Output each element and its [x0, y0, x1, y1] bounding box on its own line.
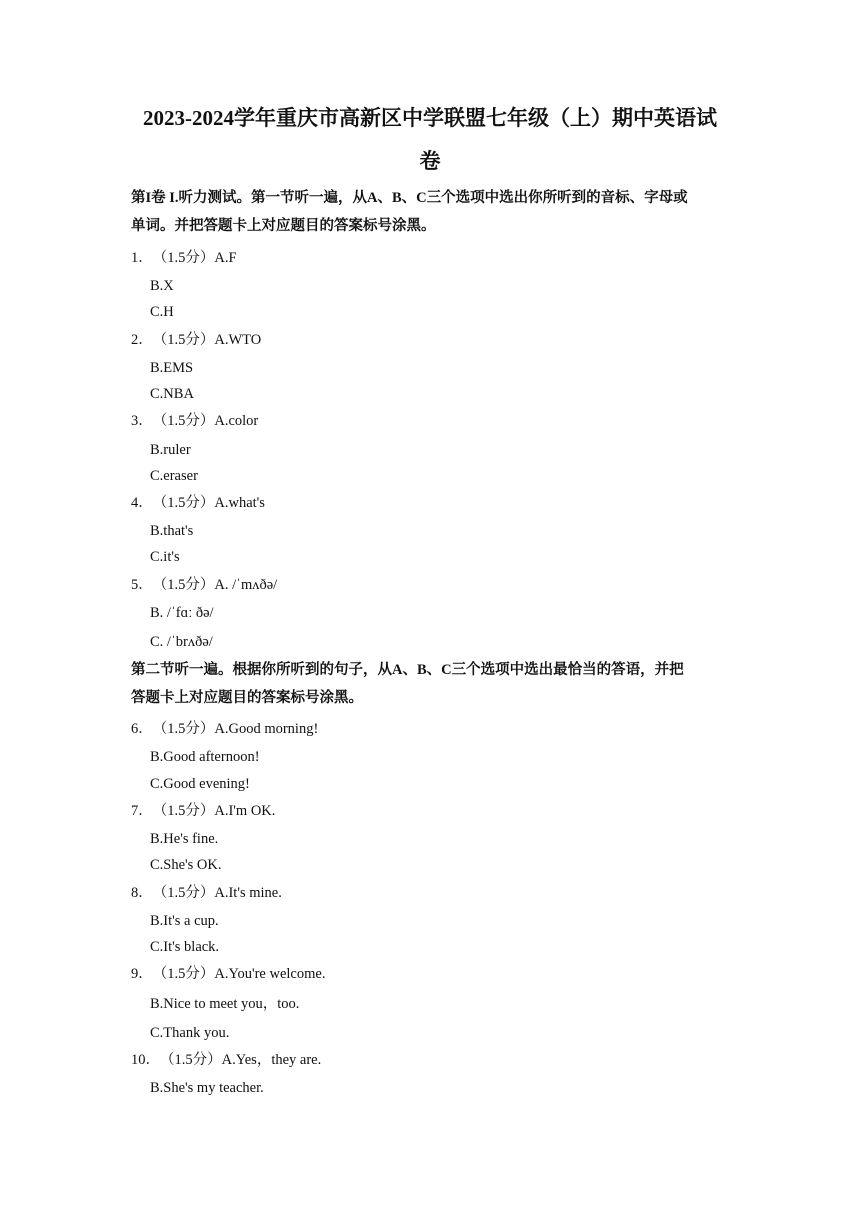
question-number: 9． — [131, 966, 153, 982]
option-c: C.Thank you. — [150, 1025, 230, 1041]
option-b: B.that's — [150, 523, 194, 539]
question-1 — [131, 248, 237, 268]
option-b: B.ruler — [150, 442, 191, 458]
question-9 — [131, 964, 325, 984]
question-number: 6． — [131, 721, 153, 737]
option-b: B. /ˈfɑː ðə/ — [150, 605, 214, 621]
question-number: 10． — [131, 1052, 160, 1068]
option-a: A.F — [214, 250, 237, 266]
section-1-instruction-continued: 单词。并把答题卡上对应题目的答案标号涂黑。 — [131, 218, 436, 234]
page-title: 2023-2024学年重庆市高新区中学联盟七年级（上）期中英语试 — [143, 106, 717, 130]
question-4 — [131, 493, 265, 513]
option-c: C.H — [150, 304, 174, 320]
question-6 — [131, 719, 318, 739]
question-score: （1.5分） — [152, 803, 215, 819]
option-b: B.She's my teacher. — [150, 1080, 264, 1096]
question-number: 2． — [131, 332, 153, 348]
option-c: C.Good evening! — [150, 776, 250, 792]
section-2-instruction: 第二节听一遍。根据你所听到的句子，从A、B、C三个选项中选出最恰当的答语，并把 — [131, 662, 684, 678]
question-number: 5． — [131, 577, 153, 593]
question-score: （1.5分） — [152, 250, 215, 266]
question-number: 8． — [131, 885, 153, 901]
section-1-instruction: 第I卷 I.听力测试。第一节听一遍，从A、B、C三个选项中选出你所听到的音标、字母或 — [131, 190, 688, 206]
question-2 — [131, 330, 261, 350]
question-score: （1.5分） — [152, 966, 215, 982]
option-a: A.Good morning! — [214, 721, 319, 737]
option-a: A.I'm OK. — [214, 803, 276, 819]
question-8 — [131, 883, 282, 903]
page-title-continued: 卷 — [419, 149, 441, 173]
question-score: （1.5分） — [160, 1052, 222, 1068]
question-5 — [131, 575, 277, 595]
question-number: 7． — [131, 803, 153, 819]
option-a: A.color — [214, 413, 259, 429]
option-a: A. /ˈmʌðə/ — [214, 577, 278, 593]
question-score: （1.5分） — [152, 413, 215, 429]
question-score: （1.5分） — [152, 495, 215, 511]
option-c: C.it's — [150, 549, 180, 565]
option-a: A.You're welcome. — [214, 966, 326, 982]
option-b: B.Good afternoon! — [150, 749, 260, 765]
option-b: B.EMS — [150, 360, 194, 376]
question-number: 1． — [131, 250, 153, 266]
question-score: （1.5分） — [152, 721, 215, 737]
option-c: C. /ˈbrʌðə/ — [150, 634, 213, 650]
option-c: C.She's OK. — [150, 857, 222, 873]
question-number: 3． — [131, 413, 153, 429]
option-b: B.He's fine. — [150, 831, 219, 847]
question-10 — [131, 1050, 321, 1070]
section-2-instruction-continued: 答题卡上对应题目的答案标号涂黑。 — [131, 690, 363, 706]
option-c: C.eraser — [150, 468, 198, 484]
question-7 — [131, 801, 275, 821]
question-score: （1.5分） — [152, 332, 215, 348]
option-a: A.Yes，they are. — [221, 1052, 322, 1068]
option-a: A.WTO — [214, 332, 262, 348]
question-number: 4． — [131, 495, 153, 511]
option-c: C.NBA — [150, 386, 194, 402]
option-b: B.It's a cup. — [150, 913, 219, 929]
question-score: （1.5分） — [152, 885, 215, 901]
question-3 — [131, 411, 258, 431]
option-a: A.what's — [214, 495, 265, 511]
option-a: A.It's mine. — [214, 885, 282, 901]
option-b: B.X — [150, 278, 174, 294]
question-score: （1.5分） — [152, 577, 215, 593]
option-b: B.Nice to meet you，too. — [150, 996, 300, 1012]
option-c: C.It's black. — [150, 939, 220, 955]
